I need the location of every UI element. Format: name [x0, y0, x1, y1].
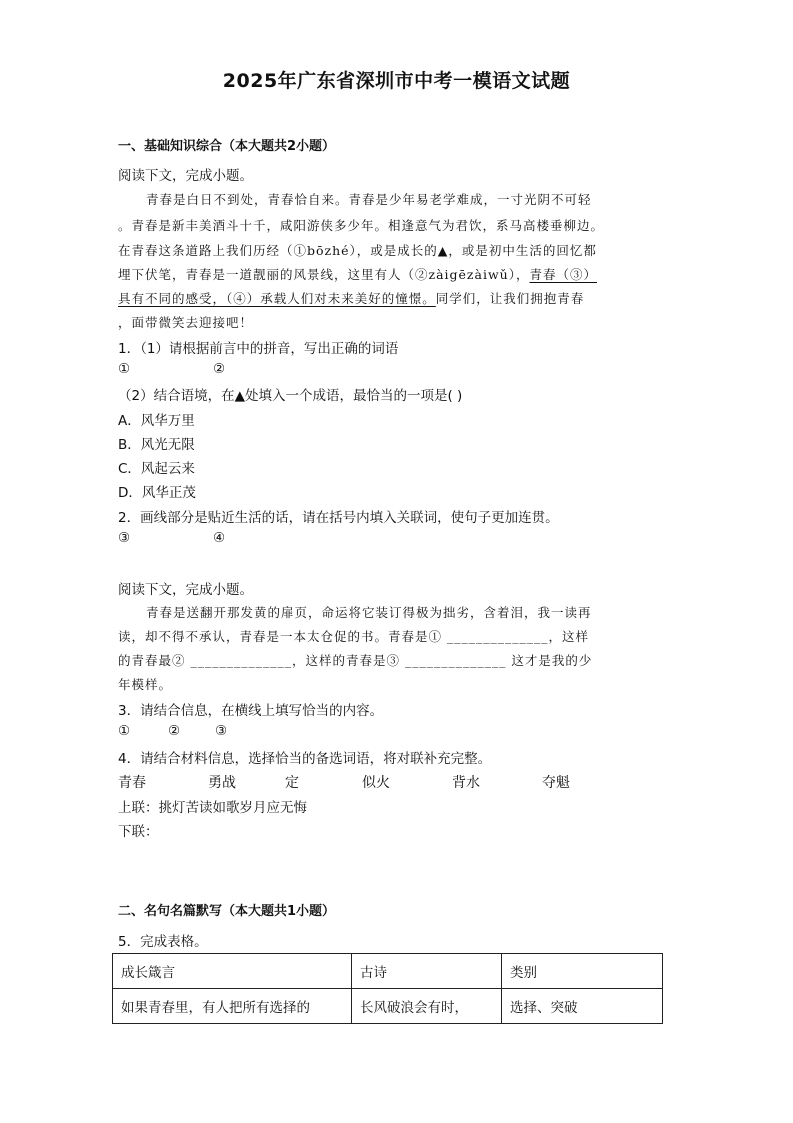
table-header-cell: 古诗	[352, 954, 502, 989]
lower-couplet: 下联：	[118, 824, 159, 840]
word-choice: 定	[285, 775, 299, 791]
answer-table	[112, 953, 663, 1024]
reading-instruction-1: 阅读下文，完成小题。	[118, 168, 253, 184]
question-5: 5．完成表格。	[118, 934, 208, 950]
table-header-row	[113, 954, 663, 989]
question-1-part-2: （2）结合语境，在▲处填入一个成语，最恰当的一项是( )	[118, 388, 463, 404]
blank-q3-1: ①	[118, 723, 131, 739]
q1-answer-blanks	[118, 361, 226, 377]
question-3: 3．请结合信息，在横线上填写恰当的内容。	[118, 703, 384, 719]
passage1-line-4	[118, 265, 597, 283]
table-row	[113, 989, 663, 1024]
reading-instruction-2: 阅读下文，完成小题。	[118, 582, 253, 598]
q3-answer-blanks	[118, 723, 228, 739]
table-cell: 如果青春里，有人把所有选择的	[113, 989, 352, 1024]
blank-q3-2: ②	[168, 723, 181, 739]
blank-3: ③	[118, 530, 131, 546]
document-title: 2025年广东省深圳市中考一模语文试题	[222, 70, 571, 92]
underlined-sentence-part-2: 具有不同的感受，（④）承载人们对未来美好的憧憬。	[118, 291, 436, 306]
blank-q3-3: ③	[215, 723, 228, 739]
section-1-heading: 一、基础知识综合（本大题共2小题）	[118, 139, 336, 154]
passage1-line-1: 青春是白日不到处，青春恰自来。青春是少年易老学难成，一寸光阴不可轻	[146, 192, 592, 207]
question-1-part-1: 1．（1）请根据前言中的拼音，写出正确的词语	[118, 341, 399, 357]
option-a: A．风华万里	[118, 413, 195, 429]
table-header-cell: 成长箴言	[113, 954, 352, 989]
word-choice: 勇战	[208, 775, 236, 791]
passage2-line-3: 的青春最② ______________，这样的青春是③ ______________ 这才是我的少	[118, 653, 593, 668]
blank-2: ②	[213, 361, 226, 377]
option-b: B．风光无限	[118, 437, 195, 453]
passage1-line-4-text: 埋下伏笔，青春是一道靓丽的风景线，这里有人（②zàigēzàiwǔ），	[118, 267, 530, 282]
passage2-line-2: 读，却不得不承认，青春是一本太仓促的书。青春是① ______________，这样	[118, 629, 589, 644]
passage1-line-5	[118, 289, 584, 307]
word-choice: 青春	[118, 775, 146, 791]
passage1-line-2: 。青春是新丰美酒斗十千，咸阳游侠多少年。相逢意气为君饮，系马高楼垂柳边。	[118, 218, 605, 233]
table-header-cell: 类别	[502, 954, 663, 989]
word-choice: 背水	[452, 775, 480, 791]
option-d: D．风华正茂	[118, 485, 196, 501]
word-choice: 夺魁	[542, 775, 570, 791]
question-2: 2．画线部分是贴近生活的话，请在括号内填入关联词，使句子更加连贯。	[118, 510, 559, 526]
word-choice: 似火	[362, 775, 390, 791]
blank-4: ④	[213, 530, 226, 546]
upper-couplet: 上联：挑灯苦读如歌岁月应无悔	[118, 800, 307, 816]
table-cell: 长风破浪会有时，	[352, 989, 502, 1024]
option-c: C．风起云来	[118, 461, 195, 477]
word-choices	[118, 772, 570, 792]
passage2-line-4: 年模样。	[118, 677, 173, 692]
passage1-line-5-text: 同学们，让我们拥抱青春	[435, 291, 585, 306]
question-4: 4．请结合材料信息，选择恰当的备选词语，将对联补充完整。	[118, 751, 492, 767]
table-cell: 选择、突破	[502, 989, 663, 1024]
blank-1: ①	[118, 361, 131, 377]
underlined-sentence-part-1: 青春（③）	[529, 267, 597, 282]
q2-answer-blanks	[118, 530, 226, 546]
passage1-line-6: ，面带微笑去迎接吧！	[118, 315, 254, 330]
passage2-line-1: 青春是送翻开那发黄的扉页，命运将它装订得极为拙劣，含着泪，我一读再	[146, 605, 592, 620]
passage1-line-3: 在青春这条道路上我们历经（①bōzhé），或是成长的▲，或是初中生活的回忆都	[118, 243, 597, 258]
section-2-heading: 二、名句名篇默写（本大题共1小题）	[118, 904, 336, 919]
